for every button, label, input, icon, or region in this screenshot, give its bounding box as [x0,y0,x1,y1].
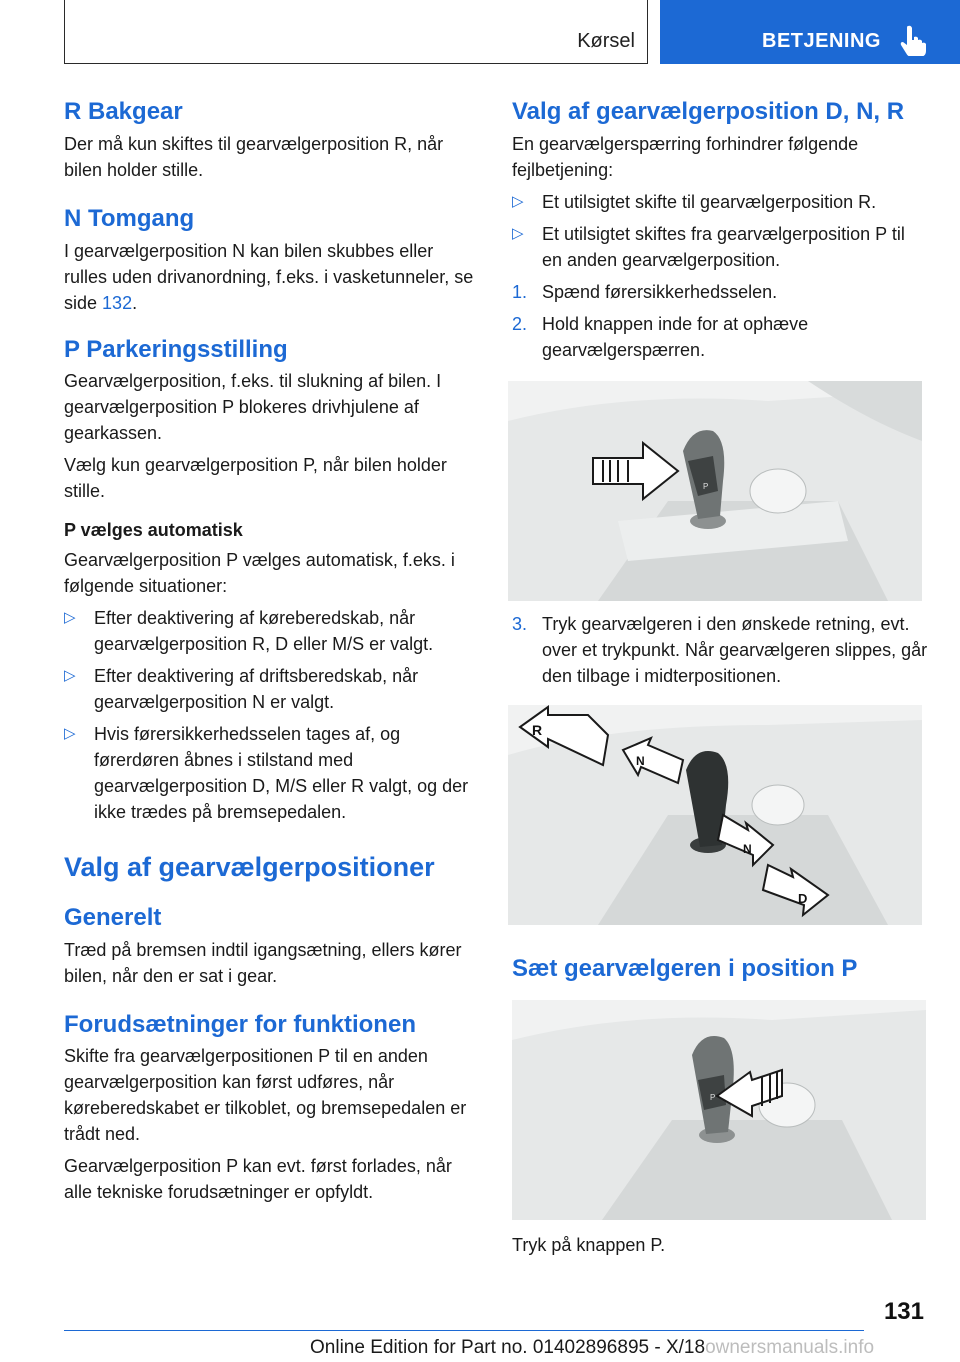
direction-label-n2: N [743,841,752,856]
list-item [512,311,928,363]
list-item [64,721,480,825]
list-item [512,221,928,273]
p-caption: Tryk på knappen P. [512,1234,666,1255]
right-column [512,98,928,1258]
step-number: 3. [512,613,528,634]
step-text: Spænd førersikkerhedsselen. [542,281,778,302]
page-link-132[interactable]: 132 [102,292,133,313]
list-item [512,189,928,215]
p-text-1: Gearvælgerposition, f.eks. til slukning af bilen. I gearvælgerposition P blokeres drivhjulene af gearkassen. [64,371,442,444]
steps-list-b [512,611,928,689]
p-text-2: Vælg kun gearvælgerposition P, når bilen holder stille. [64,455,447,502]
direction-label-d: D [798,890,808,906]
list-item-text: Et utilsigtet skifte til gearvælgerposition R. [542,191,877,212]
auto-text: Gearvælgerposition P vælges automatisk, f.eks. i følgende situationer: [64,550,455,597]
r-heading: R Bakgear [64,98,183,125]
svg-text:P: P [703,481,709,491]
page-number: 131 [883,1298,924,1325]
shift-direction-illustration [508,705,922,925]
prerequisites-heading: Forudsætninger for funktionen [64,1010,416,1038]
n-text [64,238,480,316]
gear-selector-illustration [508,381,922,601]
list-item-text: Hvis førersikkerhedsselen tages af, og førerdøren åbnes i stilstand med gearvælgerposition D, M/S eller R valgt, og der ikke trædes på bremsepedalen. [94,724,469,823]
n-text-1: I gearvælgerposition N kan bilen skubbes eller rulles uden drivanordning, f.eks. i vasketunneler, se side [64,240,474,313]
left-column [64,98,480,1205]
footer-edition [310,1337,874,1359]
n-text-2: . [132,292,138,313]
triangle-bullet-icon: ▷ [64,609,76,627]
direction-label-r: R [532,721,543,738]
direction-label-n1: N [636,753,645,768]
triangle-bullet-icon: ▷ [512,224,524,242]
selection-heading: Valg af gearvælgerpositioner [64,852,435,883]
footer-edition-text: Online Edition for Part no. 01402896895 - X/18 [310,1337,706,1358]
header-section-box [64,0,648,64]
p-heading: P Parkeringsstilling [64,335,288,363]
footer-brand-watermark: ownersmanuals.info [705,1337,875,1358]
step-number: 1. [512,281,528,302]
header-chapter-label: BETJENING [762,30,881,52]
auto-heading: P vælges automatisk [64,520,243,541]
figure-shift-directions [508,705,922,925]
step-number: 2. [512,313,528,334]
header-section-label: Kørsel [577,30,635,52]
dnr-list [512,189,928,273]
general-text: Træd på bremsen indtil igangsætning, ellers kører bilen, når den er sat i gear. [64,939,462,986]
p-button-illustration [512,1000,926,1220]
auto-list [64,605,480,825]
triangle-bullet-icon: ▷ [512,192,524,210]
list-item-text: Et utilsigtet skiftes fra gearvælgerposition P til en anden gearvælgerposition. [542,223,905,270]
set-p-heading: Sæt gearvælgeren i position P [512,954,858,982]
prerequisites-text-2: Gearvælgerposition P kan evt. først forlades, når alle tekniske forudsætninger er opfyldt. [64,1156,452,1203]
prerequisites-text-1: Skifte fra gearvælgerpositionen P til en anden gearvælgerposition kan først udføres, når køreberedskabet er tilkoblet, og bremsepedalen er trådt ned. [64,1046,467,1145]
p-button-label: P [710,1092,716,1102]
figure-unlock-button [508,381,922,601]
general-heading: Generelt [64,903,162,931]
triangle-bullet-icon: ▷ [64,725,76,743]
footer-divider [64,1330,864,1331]
header-chapter-tab[interactable] [660,0,960,64]
figure-p-button [512,1000,926,1220]
list-item [64,663,480,715]
dnr-text: En gearvælgerspærring forhindrer følgende fejlbetjening: [512,133,859,180]
steps-list-a [512,279,928,363]
list-item [64,605,480,657]
step-text: Tryk gearvælgeren i den ønskede retning, evt. over et trykpunkt. Når gearvælgeren slippes, går den tilbage i midterpositionen. [542,613,928,686]
n-heading: N Tomgang [64,204,195,232]
list-item-text: Efter deaktivering af køreberedskab, når gearvælgerposition R, D eller M/S er valgt. [94,608,434,655]
list-item-text: Efter deaktivering af driftsberedskab, når gearvælgerposition N er valgt. [94,666,419,713]
step-text: Hold knappen inde for at ophæve gearvælgerspærren. [542,313,809,360]
triangle-bullet-icon: ▷ [64,667,76,685]
list-item [512,279,928,305]
list-item [512,611,928,689]
pointing-hand-icon [900,24,930,56]
dnr-heading: Valg af gearvælgerposition D, N, R [512,98,905,125]
r-text: Der må kun skiftes til gearvælgerposition R, når bilen holder stille. [64,133,444,180]
